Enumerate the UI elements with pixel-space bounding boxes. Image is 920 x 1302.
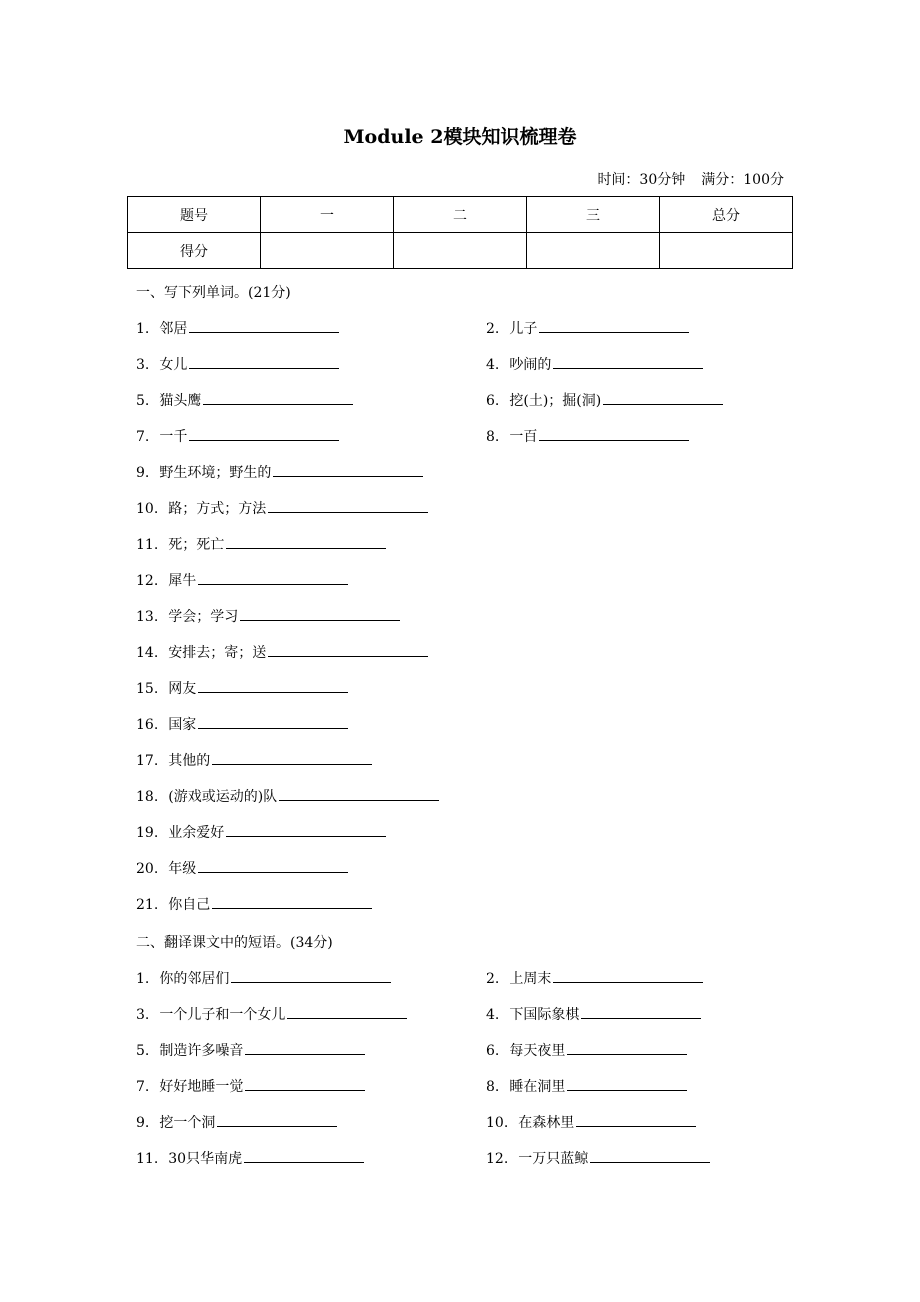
question-number: 14. xyxy=(136,645,159,661)
question-number: 2. xyxy=(486,321,500,337)
question-prompt: 30只华南虎 xyxy=(168,1151,243,1167)
question-number: 18. xyxy=(136,789,159,805)
answer-blank[interactable] xyxy=(189,318,339,333)
question-number: 11. xyxy=(136,1151,159,1167)
question-number: 9. xyxy=(136,465,150,481)
question-number: 7. xyxy=(136,429,150,445)
answer-blank[interactable] xyxy=(287,1004,407,1019)
answer-blank[interactable] xyxy=(268,642,428,657)
answer-blank[interactable] xyxy=(590,1148,710,1163)
question-prompt: 一个儿子和一个女儿 xyxy=(159,1007,286,1023)
answer-blank[interactable] xyxy=(567,1076,687,1091)
question-prompt: 野生环境；野生的 xyxy=(159,465,272,481)
question-number: 12. xyxy=(136,573,159,589)
question-prompt: 其他的 xyxy=(168,753,211,769)
answer-blank[interactable] xyxy=(198,858,348,873)
question-number: 17. xyxy=(136,753,159,769)
question-prompt: 路；方式；方法 xyxy=(168,501,267,517)
question-prompt: 女儿 xyxy=(159,357,188,373)
question-item xyxy=(136,354,339,374)
score-header-cell: 三 xyxy=(527,197,660,233)
question-prompt: 挖一个洞 xyxy=(159,1115,216,1131)
page-title: Module 2模块知识梳理卷 xyxy=(343,126,577,148)
question-number: 8. xyxy=(486,429,500,445)
question-item xyxy=(136,1004,407,1024)
question-number: 19. xyxy=(136,825,159,841)
answer-blank[interactable] xyxy=(212,750,372,765)
question-prompt: 你的邻居们 xyxy=(159,971,230,987)
question-prompt: 在森林里 xyxy=(518,1115,575,1131)
question-prompt: 业余爱好 xyxy=(168,825,225,841)
question-number: 10. xyxy=(136,501,159,517)
question-prompt: (游戏或运动的)队 xyxy=(168,789,278,805)
question-number: 11. xyxy=(136,537,159,553)
answer-blank[interactable] xyxy=(567,1040,687,1055)
answer-blank[interactable] xyxy=(189,354,339,369)
answer-blank[interactable] xyxy=(268,498,428,513)
question-number: 20. xyxy=(136,861,159,877)
question-number: 5. xyxy=(136,393,150,409)
question-item xyxy=(486,1004,701,1024)
question-number: 3. xyxy=(136,357,150,373)
question-number: 15. xyxy=(136,681,159,697)
answer-blank[interactable] xyxy=(539,426,689,441)
question-prompt: 制造许多噪音 xyxy=(159,1043,244,1059)
question-prompt: 猫头鹰 xyxy=(159,393,202,409)
answer-blank[interactable] xyxy=(198,714,348,729)
question-prompt: 犀牛 xyxy=(168,573,197,589)
score-row-label: 得分 xyxy=(128,233,261,269)
answer-blank[interactable] xyxy=(231,968,391,983)
answer-blank[interactable] xyxy=(581,1004,701,1019)
question-number: 9. xyxy=(136,1115,150,1131)
score-table-score-row xyxy=(128,233,793,269)
score-table xyxy=(127,196,793,269)
question-item xyxy=(486,426,689,446)
question-item xyxy=(136,1148,364,1168)
question-number: 1. xyxy=(136,971,150,987)
question-prompt: 安排去；寄；送 xyxy=(168,645,267,661)
question-prompt: 死；死亡 xyxy=(168,537,225,553)
question-item xyxy=(136,968,391,988)
question-prompt: 国家 xyxy=(168,717,197,733)
question-number: 7. xyxy=(136,1079,150,1095)
answer-blank[interactable] xyxy=(198,678,348,693)
answer-blank[interactable] xyxy=(576,1112,696,1127)
question-number: 1. xyxy=(136,321,150,337)
question-number: 21. xyxy=(136,897,159,913)
time-limit: 时间：30分钟 xyxy=(597,172,686,188)
question-prompt: 你自己 xyxy=(168,897,211,913)
question-prompt: 睡在洞里 xyxy=(509,1079,566,1095)
question-number: 4. xyxy=(486,357,500,373)
question-item xyxy=(136,606,400,626)
answer-blank[interactable] xyxy=(244,1148,364,1163)
answer-blank[interactable] xyxy=(245,1076,365,1091)
answer-blank[interactable] xyxy=(198,570,348,585)
question-item xyxy=(136,822,386,842)
question-item xyxy=(136,426,339,446)
question-item xyxy=(136,714,348,734)
question-number: 10. xyxy=(486,1115,509,1131)
score-header-cell: 一 xyxy=(261,197,394,233)
question-prompt: 网友 xyxy=(168,681,197,697)
question-prompt: 下国际象棋 xyxy=(509,1007,580,1023)
question-number: 13. xyxy=(136,609,159,625)
answer-blank[interactable] xyxy=(539,318,689,333)
question-item xyxy=(136,462,423,482)
answer-blank[interactable] xyxy=(245,1040,365,1055)
answer-blank[interactable] xyxy=(212,894,372,909)
question-item xyxy=(136,498,428,518)
question-item xyxy=(136,318,339,338)
question-prompt: 邻居 xyxy=(159,321,188,337)
question-item xyxy=(136,642,428,662)
question-item xyxy=(486,968,703,988)
question-prompt: 一千 xyxy=(159,429,188,445)
question-prompt: 学会；学习 xyxy=(168,609,239,625)
score-header-cell: 二 xyxy=(394,197,527,233)
score-table-header-row xyxy=(128,197,793,233)
full-score: 满分：100分 xyxy=(701,172,784,188)
section1-heading: 一、写下列单词。(21分) xyxy=(136,285,291,301)
answer-blank[interactable] xyxy=(603,390,723,405)
answer-blank[interactable] xyxy=(217,1112,337,1127)
question-prompt: 一万只蓝鲸 xyxy=(518,1151,589,1167)
answer-blank[interactable] xyxy=(240,606,400,621)
question-item xyxy=(486,390,723,410)
question-item xyxy=(486,1076,687,1096)
question-item xyxy=(486,318,689,338)
question-item xyxy=(136,750,372,770)
score-cell[interactable] xyxy=(527,233,660,269)
question-item xyxy=(486,1040,687,1060)
question-number: 16. xyxy=(136,717,159,733)
question-item xyxy=(136,570,348,590)
question-number: 8. xyxy=(486,1079,500,1095)
score-cell[interactable] xyxy=(660,233,793,269)
question-item xyxy=(486,1112,696,1132)
answer-blank[interactable] xyxy=(203,390,353,405)
question-number: 5. xyxy=(136,1043,150,1059)
question-prompt: 每天夜里 xyxy=(509,1043,566,1059)
score-header-cell: 总分 xyxy=(660,197,793,233)
question-item xyxy=(136,1076,365,1096)
question-item xyxy=(486,354,703,374)
question-item xyxy=(486,1148,710,1168)
question-prompt: 一百 xyxy=(509,429,538,445)
question-prompt: 吵闹的 xyxy=(509,357,552,373)
question-number: 12. xyxy=(486,1151,509,1167)
answer-blank[interactable] xyxy=(279,786,439,801)
question-number: 4. xyxy=(486,1007,500,1023)
question-prompt: 儿子 xyxy=(509,321,538,337)
question-prompt: 挖(土)；掘(洞) xyxy=(509,393,602,409)
answer-blank[interactable] xyxy=(226,534,386,549)
answer-blank[interactable] xyxy=(553,354,703,369)
question-prompt: 年级 xyxy=(168,861,197,877)
question-item xyxy=(136,534,386,554)
question-number: 6. xyxy=(486,1043,500,1059)
question-number: 6. xyxy=(486,393,500,409)
question-prompt: 上周末 xyxy=(509,971,552,987)
question-number: 2. xyxy=(486,971,500,987)
answer-blank[interactable] xyxy=(553,968,703,983)
question-item xyxy=(136,858,348,878)
score-header-cell: 题号 xyxy=(128,197,261,233)
score-cell[interactable] xyxy=(261,233,394,269)
exam-meta xyxy=(597,169,784,189)
question-item xyxy=(136,390,353,410)
question-item xyxy=(136,894,372,914)
answer-blank[interactable] xyxy=(189,426,339,441)
question-item xyxy=(136,786,439,806)
answer-blank[interactable] xyxy=(226,822,386,837)
question-item xyxy=(136,678,348,698)
score-cell[interactable] xyxy=(394,233,527,269)
question-item xyxy=(136,1040,365,1060)
question-item xyxy=(136,1112,337,1132)
question-prompt: 好好地睡一觉 xyxy=(159,1079,244,1095)
question-number: 3. xyxy=(136,1007,150,1023)
answer-blank[interactable] xyxy=(273,462,423,477)
section2-heading: 二、翻译课文中的短语。(34分) xyxy=(136,935,333,951)
